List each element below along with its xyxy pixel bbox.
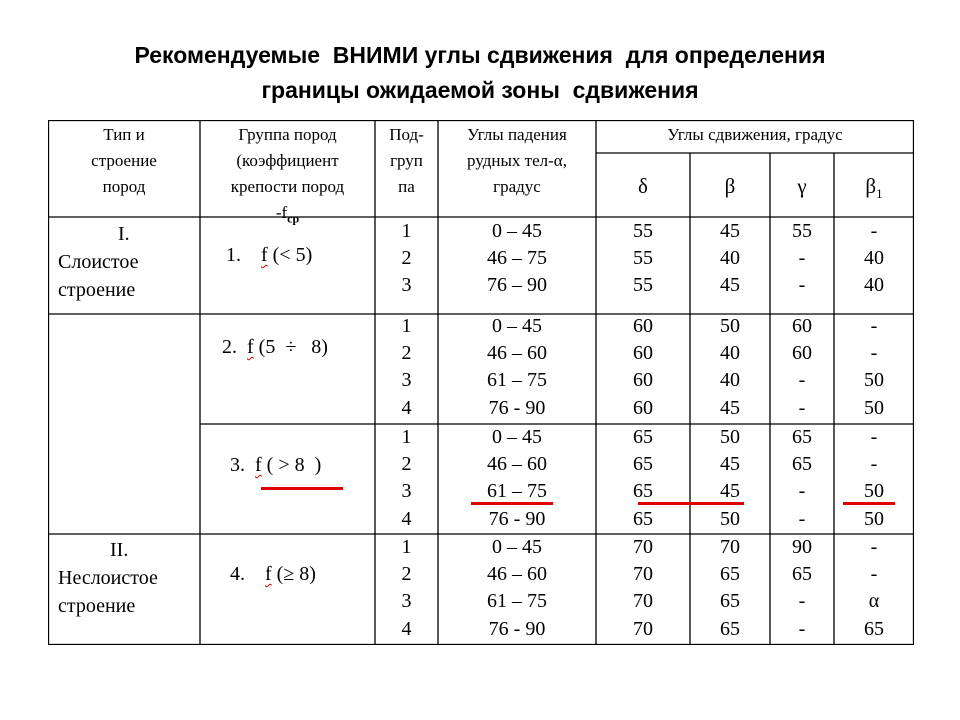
title-line-2: границы ожидаемой зоны сдвижения	[261, 77, 699, 103]
type-nonlayered-line: Неслоистое	[58, 567, 158, 589]
header-group	[200, 122, 375, 231]
header-group-line: крепости пород	[230, 177, 345, 196]
header-group-sub: ср	[287, 211, 300, 226]
cell-beta1: -	[870, 342, 878, 365]
group-4-dips	[438, 534, 596, 643]
header-group-f: -f	[275, 203, 288, 222]
cell-subgroup: 4	[401, 617, 412, 640]
group-range: (5 ÷ 8)	[253, 336, 328, 358]
group-1-beta1	[834, 218, 914, 300]
cell-beta: 45	[720, 396, 740, 419]
cell-beta1: 65	[864, 617, 884, 640]
header-subgroup-line: Под-	[389, 125, 424, 144]
group-label-3	[230, 454, 321, 477]
header-dip-line: градус	[493, 177, 541, 196]
cell-beta: 65	[720, 563, 740, 586]
cell-gamma: 90	[792, 536, 812, 558]
cell-gamma: -	[798, 369, 806, 392]
group-num: 2.	[222, 336, 237, 358]
group-num: 1.	[226, 244, 241, 266]
cell-beta1: 50	[864, 396, 884, 419]
cell-dip: 46 – 60	[487, 453, 547, 476]
cell-beta1: -	[870, 536, 878, 558]
group-f: f	[255, 454, 262, 476]
group-4-beta	[690, 534, 770, 643]
cell-beta: 40	[720, 369, 740, 392]
cell-beta1: 50	[864, 480, 884, 503]
header-subgroup-line: па	[398, 177, 415, 196]
cell-beta: 45	[720, 274, 740, 297]
group-4-subgroups	[375, 534, 438, 643]
highlight-beta1-underline	[843, 502, 895, 505]
header-delta: δ	[638, 174, 648, 198]
type-layered-line: строение	[58, 279, 136, 301]
cell-subgroup: 4	[401, 396, 412, 419]
header-gamma: γ	[797, 174, 807, 198]
group-range: (< 5)	[267, 244, 313, 266]
cell-dip: 0 – 45	[492, 220, 542, 242]
cell-gamma: 60	[792, 315, 812, 337]
cell-gamma: 55	[792, 220, 812, 242]
shift-angles-table	[48, 120, 914, 645]
cell-gamma: -	[798, 590, 806, 613]
header-group-line: (коэффициент	[236, 151, 339, 170]
header-beta1-symbol: β	[865, 174, 877, 198]
cell-dip: 61 – 75	[487, 590, 547, 613]
cell-delta: 65	[633, 453, 653, 476]
cell-beta: 50	[720, 426, 740, 448]
cell-beta1: 40	[864, 247, 884, 270]
group-1-dips	[438, 218, 596, 300]
cell-subgroup: 3	[401, 274, 412, 297]
cell-subgroup: 3	[401, 480, 412, 503]
header-subgroup-line: груп	[390, 151, 423, 170]
header-group-line	[200, 200, 375, 231]
cell-gamma: -	[798, 617, 806, 640]
cell-dip: 76 – 90	[487, 274, 547, 297]
cell-beta: 40	[720, 247, 740, 270]
cell-beta1: 50	[864, 507, 884, 530]
cell-dip: 76 - 90	[488, 507, 546, 530]
cell-beta1: 40	[864, 274, 884, 297]
cell-subgroup: 1	[401, 220, 412, 242]
group-1-subgroups	[375, 218, 438, 300]
cell-delta: 60	[633, 396, 653, 419]
cell-beta1: -	[870, 426, 878, 448]
cell-beta: 50	[720, 315, 740, 337]
cell-dip: 0 – 45	[492, 315, 542, 337]
page-title	[0, 38, 960, 108]
group-2-delta	[596, 313, 690, 422]
cell-subgroup: 2	[401, 342, 412, 365]
cell-delta: 60	[633, 315, 653, 337]
header-beta1-sub: 1	[876, 186, 883, 202]
cell-subgroup: 2	[401, 563, 412, 586]
group-4-gamma	[770, 534, 834, 643]
highlight-group-3-underline	[261, 487, 343, 490]
cell-beta: 65	[720, 617, 740, 640]
cell-gamma: -	[798, 507, 806, 530]
cell-beta: 40	[720, 342, 740, 365]
header-beta: β	[724, 174, 736, 198]
group-3-beta1	[834, 424, 914, 533]
cell-beta: 45	[720, 220, 740, 242]
header-dip-line: рудных тел-α,	[467, 151, 567, 170]
group-f: f	[265, 563, 272, 585]
cell-dip: 0 – 45	[492, 426, 542, 448]
header-type	[48, 122, 200, 200]
type-layered-line: Слоистое	[58, 251, 139, 273]
highlight-dip-underline	[471, 502, 553, 505]
cell-beta1: -	[870, 315, 878, 337]
cell-delta: 70	[633, 536, 653, 558]
group-4-delta	[596, 534, 690, 643]
cell-gamma: -	[798, 274, 806, 297]
cell-gamma: -	[798, 247, 806, 270]
group-3-beta	[690, 424, 770, 533]
cell-dip: 46 – 75	[487, 247, 547, 270]
cell-beta1: -	[870, 453, 878, 476]
cell-dip: 76 - 90	[488, 396, 546, 419]
group-3-gamma	[770, 424, 834, 533]
group-3-dips	[438, 424, 596, 533]
cell-beta1: -	[870, 563, 878, 586]
group-f: f	[261, 244, 268, 266]
cell-gamma: -	[798, 396, 806, 419]
title-line-1: Рекомендуемые ВНИМИ углы сдвижения для определения	[134, 42, 826, 68]
header-type-line: строение	[91, 151, 157, 170]
group-range: ( > 8 )	[261, 454, 322, 476]
header-dip-line: Углы падения	[467, 125, 567, 144]
cell-gamma: 65	[792, 426, 812, 448]
cell-subgroup: 1	[401, 315, 412, 337]
group-2-beta1	[834, 313, 914, 422]
header-type-line: пород	[102, 177, 146, 196]
cell-dip: 61 – 75	[487, 369, 547, 392]
cell-beta1: 50	[864, 369, 884, 392]
group-3-subgroups	[375, 424, 438, 533]
group-4-beta1	[834, 534, 914, 643]
cell-delta: 55	[633, 247, 653, 270]
group-label-4	[230, 563, 316, 586]
header-beta1	[834, 156, 914, 224]
header-shift: Углы сдвижения, градус	[667, 125, 843, 144]
cell-beta1: α	[868, 590, 880, 613]
group-2-beta	[690, 313, 770, 422]
group-num: 3.	[230, 454, 245, 476]
header-subgroup	[375, 122, 438, 200]
group-1-beta	[690, 218, 770, 300]
cell-gamma: -	[798, 480, 806, 503]
cell-subgroup: 3	[401, 369, 412, 392]
group-f: f	[247, 336, 254, 358]
cell-subgroup: 3	[401, 590, 412, 613]
header-group-line: Группа пород	[238, 125, 337, 144]
group-1-delta	[596, 218, 690, 300]
group-2-subgroups	[375, 313, 438, 422]
type-nonlayered	[58, 536, 198, 620]
cell-delta: 55	[633, 274, 653, 297]
cell-dip: 76 - 90	[488, 617, 546, 640]
cell-gamma: 65	[792, 563, 812, 586]
cell-beta: 70	[720, 536, 740, 558]
group-label-2	[222, 336, 328, 359]
cell-subgroup: 1	[401, 426, 412, 448]
type-nonlayered-num: II.	[110, 539, 129, 561]
cell-subgroup: 2	[401, 453, 412, 476]
group-3-delta	[596, 424, 690, 533]
type-layered-num: I.	[118, 223, 130, 245]
cell-delta: 60	[633, 342, 653, 365]
highlight-delta-beta-underline	[638, 502, 744, 505]
cell-delta: 70	[633, 563, 653, 586]
cell-beta: 50	[720, 507, 740, 530]
cell-dip: 46 – 60	[487, 342, 547, 365]
cell-beta: 45	[720, 480, 740, 503]
cell-delta: 65	[633, 507, 653, 530]
cell-dip: 46 – 60	[487, 563, 547, 586]
cell-delta: 70	[633, 617, 653, 640]
group-2-gamma	[770, 313, 834, 422]
type-layered	[58, 220, 198, 304]
header-dip	[438, 122, 596, 200]
cell-gamma: 65	[792, 453, 812, 476]
cell-gamma: 60	[792, 342, 812, 365]
group-1-gamma	[770, 218, 834, 300]
group-label-1	[226, 244, 312, 267]
cell-delta: 70	[633, 590, 653, 613]
cell-delta: 65	[633, 426, 653, 448]
cell-beta1: -	[870, 220, 878, 242]
cell-dip: 0 – 45	[492, 536, 542, 558]
cell-subgroup: 1	[401, 536, 412, 558]
cell-dip: 61 – 75	[487, 480, 547, 503]
type-nonlayered-line: строение	[58, 595, 136, 617]
cell-beta: 45	[720, 453, 740, 476]
group-2-dips	[438, 313, 596, 422]
cell-subgroup: 2	[401, 247, 412, 270]
cell-delta: 60	[633, 369, 653, 392]
group-num: 4.	[230, 563, 245, 585]
cell-subgroup: 4	[401, 507, 412, 530]
group-range: (≥ 8)	[271, 563, 316, 585]
cell-delta: 55	[633, 220, 653, 242]
cell-beta: 65	[720, 590, 740, 613]
header-type-line: Тип и	[103, 125, 145, 144]
cell-delta: 65	[633, 480, 653, 503]
